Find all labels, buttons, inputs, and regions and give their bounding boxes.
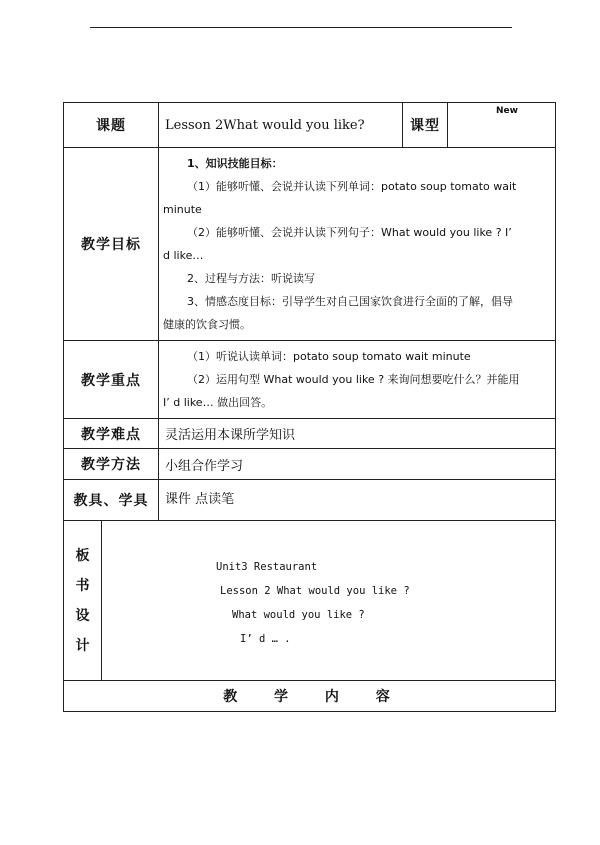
objectives-label: 教学目标 [64, 148, 159, 341]
top-rule [90, 27, 512, 28]
key-point-line: （1）听说认读单词：potato soup tomato wait minute [187, 350, 471, 363]
board-label-char: 计 [75, 637, 90, 654]
board-line: Unit3 Restaurant [216, 561, 318, 573]
objectives-line: minute [163, 203, 202, 216]
board-line: Lesson 2 What would you like ? [220, 585, 410, 597]
topic-label: 课题 [64, 103, 159, 148]
method-label: 教学方法 [64, 449, 159, 480]
difficulty-label: 教学难点 [64, 419, 159, 449]
board-line: What would you like ? [232, 609, 365, 621]
board-design-label [64, 521, 102, 681]
key-point-line: （2）运用句型 What would you like ? 来询问想要吃什么？并能用 [187, 373, 520, 386]
tools-value: 课件 点读笔 [159, 480, 556, 521]
key-points-content [159, 341, 556, 419]
key-point-line: I’ d like… 做出回答。 [163, 396, 273, 409]
objectives-content [159, 148, 556, 341]
objectives-line: 3、情感态度目标：引导学生对自己国家饮食进行全面的了解，倡导 [187, 295, 513, 308]
objectives-line: 健康的饮食习惯。 [163, 318, 251, 331]
type-label: 课型 [403, 103, 448, 148]
objectives-line: 1、知识技能目标： [187, 157, 283, 170]
key-points-label: 教学重点 [64, 341, 159, 419]
board-label-char: 设 [75, 607, 90, 624]
objectives-line: 2、过程与方法：听说读写 [187, 272, 315, 285]
objectives-line: d like… [163, 249, 204, 262]
topic-value: Lesson 2What would you like? [159, 103, 403, 148]
board-line: I’ d … . [240, 633, 291, 645]
type-value: New [448, 103, 556, 148]
board-design-content [102, 521, 556, 681]
objectives-line: （2）能够听懂、会说并认读下列句子：What would you like ? I’ [187, 226, 512, 239]
tools-label: 教具、学具 [64, 480, 159, 521]
teaching-content-title: 教 学 内 容 [64, 681, 556, 712]
board-label-char: 书 [75, 577, 90, 594]
method-value: 小组合作学习 [159, 449, 556, 480]
board-label-char: 板 [75, 547, 90, 564]
difficulty-value: 灵活运用本课所学知识 [159, 419, 556, 449]
objectives-line: （1）能够听懂、会说并认读下列单词：potato soup tomato wait [187, 180, 517, 193]
lesson-plan-table [63, 102, 556, 712]
